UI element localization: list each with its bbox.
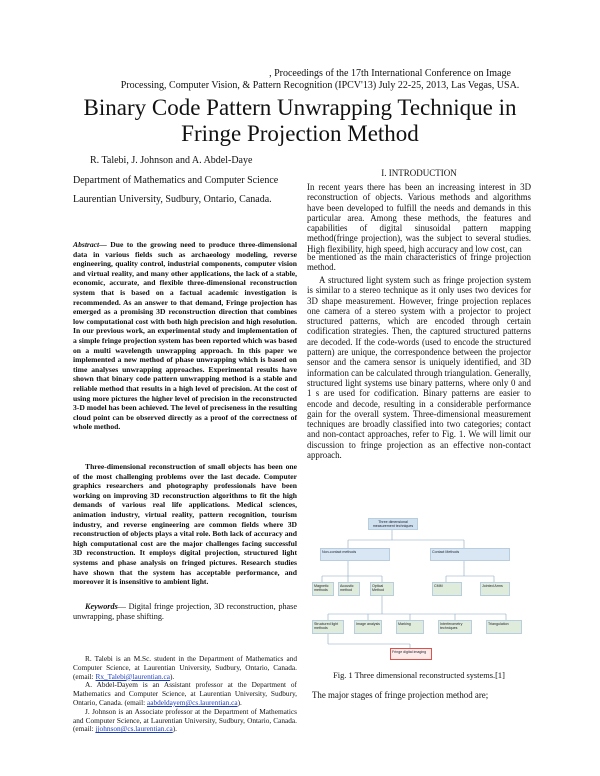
figure-root-node: Three dimensional measurement techniques: [368, 518, 418, 530]
conference-header: [60, 68, 580, 92]
title-line-1: Binary Code Pattern Unwrapping Technique in: [83, 95, 517, 120]
footnote-2: [73, 681, 297, 707]
figure-optical-node: Optical Method: [370, 582, 394, 596]
intro-paragraph-1: In recent years there has been an increasing interest in 3D reconstruction of objects. Various methods and algorithms have been developed to fulfill the needs and demands in this particular area. Among these methods, the features and capabilities of digital sinusoidal pattern mapping method(fringe projection), was the subject to several studies. High flexibility, high speed, high accuracy and low cost, can: [307, 182, 531, 254]
intro-paragraph-2: be mentioned as the main characteristics of fringe projection method.: [307, 252, 531, 273]
keywords: [73, 602, 297, 622]
abstract-text: — Due to the growing need to produce three-dimensional data in various fields such as archaeology modeling, reverse engineering, quality control, industrial components, computer vision and virtual reality, and many other applications, the lack of a stable, economic, accurate, and flexible three-dimensional reconstruction system that is based on a factual academic investigation is recommended. As an answer to that demand, Fringe projection has emerged as a promising 3D reconstruction direction that combines low computational cost with both high precision and high resolution. In our previous work, an experimental study and implementation of a simple fringe projection system has been reported which was based on a multi wavelength unwrapping approach. In this paper we implemented a new method of phase unwrapping which is based on time analyses unwrapping approaches. Experimental results have shown that binary code pattern unwrapping method is a stable and reliable method that results in a high level of precision. At the cost of using more pictures the higher level of precision in the reconstructed 3-D model has been achieved. The level of preciseness in the resulting cloud point can be observed directly as a proof of the correctness of whole method.: [73, 240, 297, 432]
footnote-3: [73, 708, 297, 734]
figure-1: [310, 516, 528, 666]
figure-marking-node: Marking: [396, 620, 424, 634]
figure-cmm-node: CMM: [432, 582, 462, 596]
footnote-close-2: ).: [237, 697, 242, 707]
authors: R. Talebi, J. Johnson and A. Abdel-Daye: [90, 155, 253, 166]
footnote-close-1: ).: [170, 671, 175, 681]
figure-magnetic-node: Magnetic methods: [312, 582, 334, 596]
footnote-1-text: R. Talebi is an M.Sc. student in the Department of Mathematics and Computer Science, at Laurentian University, Sudbury, Ontario, Canada. (email:: [73, 654, 297, 681]
footnotes: [73, 655, 297, 734]
footnote-1-email-link[interactable]: Rx_Talebi@laurentian.ca: [95, 671, 170, 681]
figure-interferometry-node: Interferometry techniques: [438, 620, 472, 634]
figure-triangulation-node: Triangulation: [486, 620, 522, 634]
keywords-lead: Keywords: [85, 602, 118, 611]
intro-paragraph-3: A structured light system such as fringe projection system is similar to a stereo technique as it only uses two devices for 3D shape measurement. However, fringe projection replaces one camera of a stereo system with a projector to project structured patterns, which are encoded through certain codification strategies. Then, the captured structured patterns are decoded. If the code-words (used to encode the structured pattern) are unique, the correspondence between the projector sensor and the camera sensor is uniquely identified, and 3D information can be calculated through triangulation. Generally, structured light systems use binary patterns, where only 0 and 1 s are used for codification. Binary patterns are easier to encode and decode, resulting in a considerable performance gain for the overall system. Three-dimensional measurement techniques are broadly classified into two categories; contact and non-contact approaches, refer to Fig. 1. We will limit our discussion to fringe projection as an effective non-contact approach.: [307, 275, 531, 461]
affiliation-dept: Department of Mathematics and Computer Science: [73, 175, 279, 186]
paper-title: [30, 95, 570, 147]
figure-contact-node: Contact Methods: [430, 548, 510, 561]
figure-acoustic-node: Acoustic method: [338, 582, 360, 596]
footnote-3-email-link[interactable]: jjohnson@cs.laurentian.ca: [95, 724, 173, 734]
footnote-1: [73, 655, 297, 681]
footnote-2-text: A. Abdel-Dayem is an Assistant professor at the Department of Mathematics and Computer Science, at Laurentian University, Sudbury, Ontario, Canada. (email:: [73, 680, 297, 707]
footnote-3-text: J. Johnson is an Associate professor at the Department of Mathematics and Computer Science, at Laurentian University, Sudbury, Ontario, Canada. (email:: [73, 706, 297, 734]
figure-jointed-arms-node: Jointed Arms: [480, 582, 510, 596]
figure-1-caption: Fig. 1 Three dimensional reconstructed systems.[1]: [333, 671, 505, 680]
header-line-2: Processing, Computer Vision, & Pattern Recognition (IPCV'13) July 22-25, 2013, Las Vegas, USA.: [120, 80, 520, 91]
abstract-lead: Abstract: [73, 240, 100, 249]
footnote-2-email-link[interactable]: aabdeldayem@cs.laurentian.ca: [146, 697, 238, 707]
figure-noncontact-node: Non-contact methods: [320, 548, 390, 561]
intro-last-line: The major stages of fringe projection method are;: [312, 690, 489, 700]
abstract-para2-text: Three-dimensional reconstruction of small objects has been one of the most challenging problems over the last decade. Computer graphics researchers and photography professionals have been working on improving 3D reconstruction algorithms to fit the high demands of various real life applications. Medical sciences, animation industry, virtual reality, pattern recognition, tourism industry, and reverse engineering are common fields where 3D reconstruction of objects plays a vital role. Both lack of accuracy and high computational cost are the major challenges facing successful 3D reconstruction. It employs digital projection, structured light systems and phase analysis on fringed pictures. Research studies have shown that the system has acceptable performance, and moreover it is insensitive to ambient light.: [73, 462, 297, 587]
abstract-paragraph-2: [73, 462, 297, 587]
section-heading-introduction: I. INTRODUCTION: [381, 168, 457, 178]
figure-image-analysis-node: Image analysis: [354, 620, 382, 634]
footnote-close-3: ).: [172, 724, 177, 734]
figure-structured-light-node: Structured light methods: [312, 620, 344, 634]
header-line-1: , Proceedings of the 17th International Conference on Image: [269, 68, 511, 79]
affiliation-univ: Laurentian University, Sudbury, Ontario, Canada.: [73, 194, 272, 205]
figure-fringe-digital-imaging-node: Fringe digital imaging: [390, 648, 432, 660]
abstract: [73, 240, 297, 432]
title-line-2: Fringe Projection Method: [181, 121, 419, 146]
keywords-text: — Digital fringe projection, 3D reconstruction, phase unwrapping, phase shifting.: [73, 602, 297, 621]
